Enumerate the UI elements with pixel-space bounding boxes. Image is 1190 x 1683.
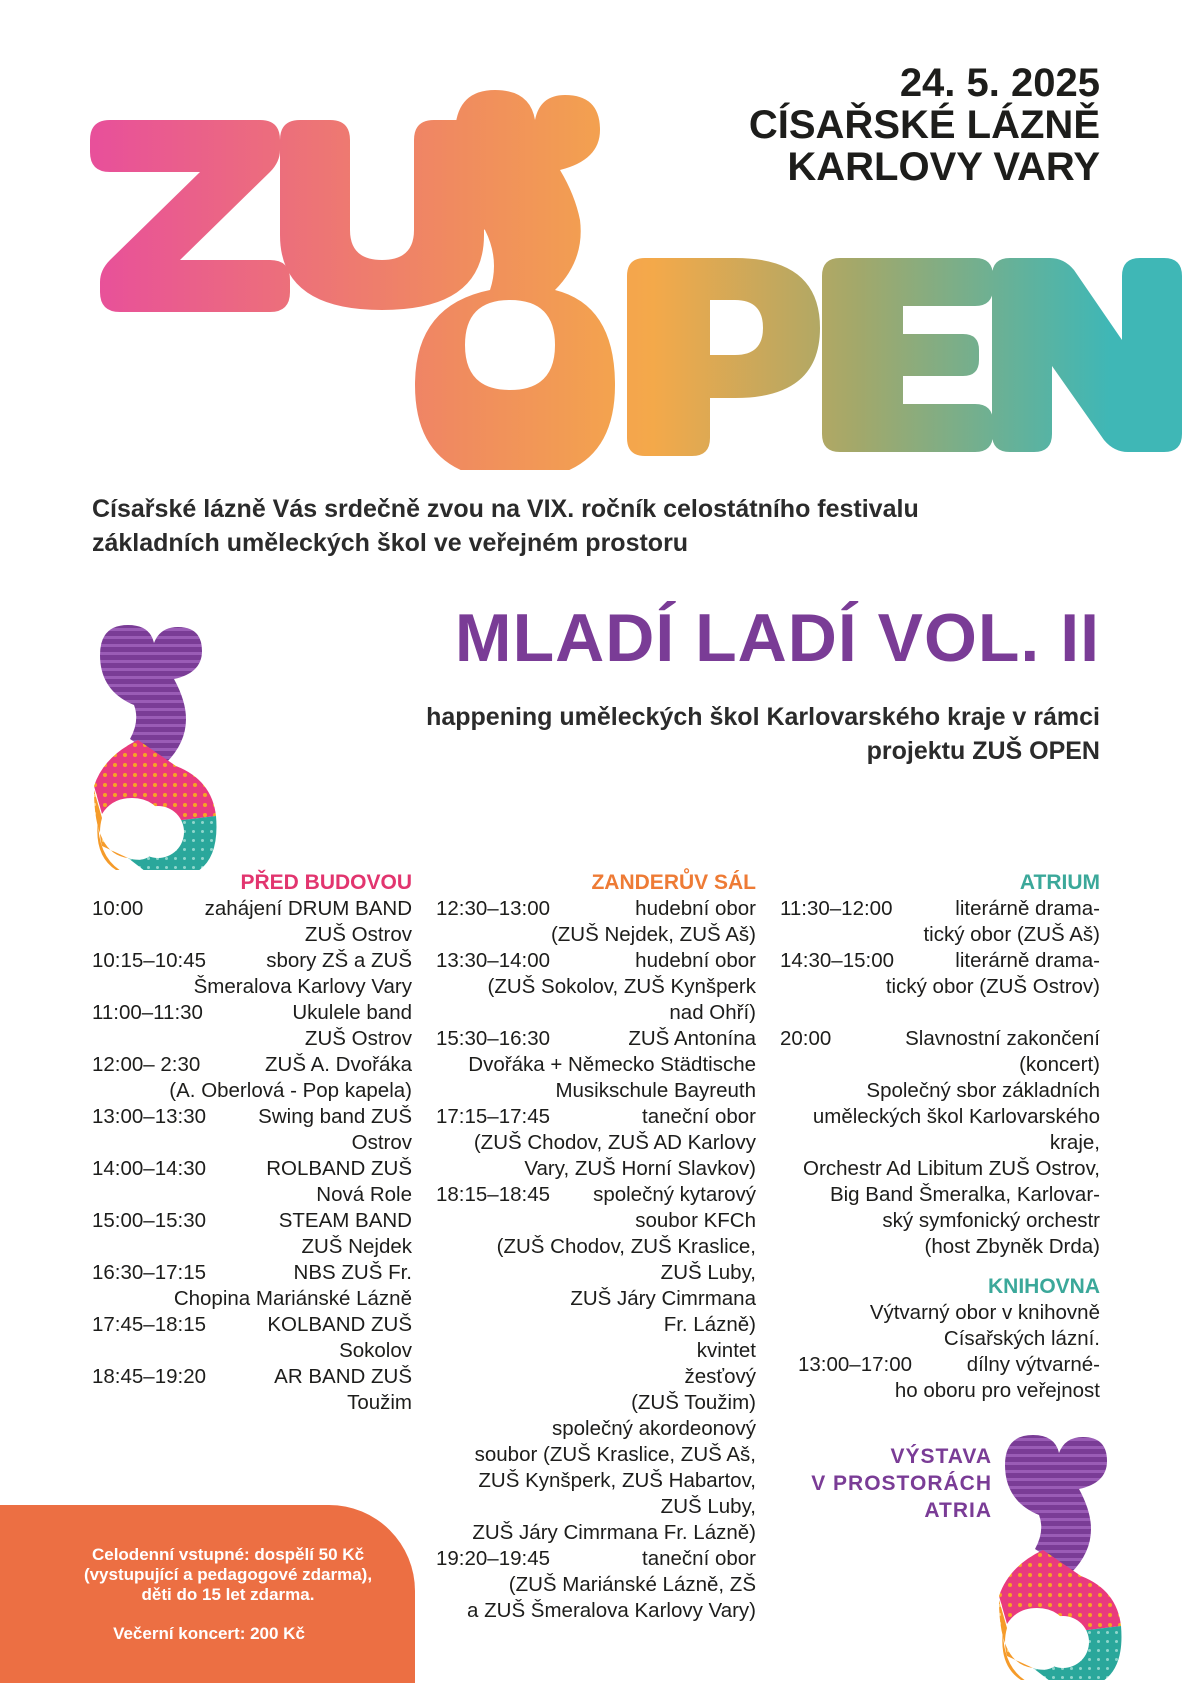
zanderuv-sal-desc: žesťový [684, 1365, 756, 1388]
pred-budovou-time: 11:00–11:30 [92, 1001, 203, 1024]
pred-budovou-desc: AR BAND ZUŠ [274, 1365, 412, 1388]
atrium-entry [780, 896, 1100, 922]
heading-zanderuv-sal: ZANDERŮV SÁL [591, 871, 756, 894]
zanderuv-sal-desc: hudební obor [635, 949, 756, 972]
pred-budovou-time: 18:45–19:20 [92, 1365, 207, 1388]
column-zanderuv-sal [436, 870, 756, 1624]
pred-budovou-entry [92, 1312, 412, 1338]
atrium-desc: tický obor (ZUŠ Aš) [923, 923, 1100, 946]
knihovna-desc-1: dílny výtvarné- [966, 1353, 1100, 1376]
s-hacek-graphic-left [90, 620, 230, 870]
pred-budovou-desc: Toužim [347, 1391, 412, 1414]
zanderuv-sal-entry [436, 1104, 756, 1130]
atrium-final-desc: Orchestr Ad Libitum ZUŠ Ostrov, [803, 1157, 1100, 1180]
pred-budovou-desc: (A. Oberlová - Pop kapela) [169, 1079, 412, 1102]
atrium-final-time: 20:00 [780, 1027, 832, 1050]
schedule-pred-budovou [92, 896, 412, 1416]
event-subtitle [320, 700, 1100, 768]
pred-budovou-desc: Chopina Mariánské Lázně [173, 1287, 412, 1310]
zanderuv-sal-time: 17:15–17:45 [436, 1105, 551, 1128]
zanderuv-sal-time: 19:20–19:45 [436, 1547, 551, 1570]
knihovna-time: 13:00–17:00 [798, 1353, 913, 1376]
logo-letter-u [280, 120, 484, 310]
pred-budovou-desc: Ostrov [351, 1131, 412, 1154]
intro-text [92, 492, 1052, 560]
pred-budovou-desc: sbory ZŠ a ZUŠ [266, 949, 412, 972]
zanderuv-sal-desc: ZUŠ Járy Cimrmana Fr. Lázně) [472, 1521, 756, 1544]
zanderuv-sal-desc: (ZUŠ Sokolov, ZUŠ Kynšperk [487, 975, 756, 998]
zanderuv-sal-desc: Fr. Lázně) [663, 1313, 756, 1336]
zanderuv-sal-time: 15:30–16:30 [436, 1027, 551, 1050]
event-city: KARLOVY VARY [787, 145, 1100, 189]
pred-budovou-desc: KOLBAND ZUŠ [267, 1313, 412, 1336]
pred-budovou-desc: ZUŠ Ostrov [304, 923, 412, 946]
admission-line-2: (vystupující a pedagogové zdarma), [83, 1565, 373, 1584]
evening-concert-price: Večerní koncert: 200 Kč [113, 1624, 305, 1643]
atrium-final-desc: ský symfonický orchestr [882, 1209, 1100, 1232]
column-pred-budovou [92, 870, 412, 1416]
pred-budovou-desc: zahájení DRUM BAND [204, 897, 412, 920]
heading-atrium: ATRIUM [1019, 871, 1100, 894]
knihovna-line-2: Císařských lázní. [943, 1327, 1100, 1350]
pred-budovou-entry [92, 896, 412, 922]
zanderuv-sal-entry [436, 1182, 756, 1208]
pred-budovou-time: 12:00– 2:30 [92, 1053, 201, 1076]
pred-budovou-time: 17:45–18:15 [92, 1313, 207, 1336]
pred-budovou-desc: Sokolov [339, 1339, 412, 1362]
pred-budovou-time: 16:30–17:15 [92, 1261, 207, 1284]
atrium-final-desc: (host Zbyněk Drda) [924, 1235, 1100, 1258]
pred-budovou-desc: Ukulele band [292, 1001, 412, 1024]
pred-budovou-entry [92, 1208, 412, 1234]
subtitle-line-2: projektu ZUŠ OPEN [866, 737, 1100, 765]
zanderuv-sal-desc: ZUŠ Luby, [660, 1495, 756, 1518]
admission-info [38, 1545, 418, 1605]
admission-line-1: Celodenní vstupné: dospělí 50 Kč [91, 1545, 365, 1564]
zanderuv-sal-desc: taneční obor [642, 1547, 756, 1570]
column-atrium [780, 870, 1100, 1404]
zanderuv-sal-desc: Dvořáka + Německo Städtische [468, 1053, 756, 1076]
event-title: MLADÍ LADÍ VOL. II [454, 600, 1100, 676]
knihovna-entry [780, 1352, 1100, 1378]
atrium-final-desc: Společný sbor základních [866, 1079, 1100, 1102]
zanderuv-sal-entry [436, 1026, 756, 1052]
pred-budovou-desc: ZUŠ Nejdek [301, 1235, 412, 1258]
pred-budovou-entry [92, 1000, 412, 1026]
zanderuv-sal-desc: a ZUŠ Šmeralova Karlovy Vary) [467, 1599, 756, 1622]
logo-letter-e [822, 258, 993, 452]
pred-budovou-entry [92, 1156, 412, 1182]
atrium-desc: tický obor (ZUŠ Ostrov) [885, 975, 1100, 998]
pred-budovou-desc: ROLBAND ZUŠ [266, 1157, 412, 1180]
vystava-line-1: VÝSTAVA [890, 1445, 992, 1468]
pred-budovou-time: 10:15–10:45 [92, 949, 207, 972]
zanderuv-sal-entry [436, 896, 756, 922]
logo-letter-n [992, 258, 1182, 452]
pred-budovou-time: 10:00 [92, 897, 144, 920]
pred-budovou-desc: NBS ZUŠ Fr. [293, 1261, 412, 1284]
vystava-line-2: V PROSTORÁCH [811, 1472, 992, 1495]
pred-budovou-time: 13:00–13:30 [92, 1105, 207, 1128]
zanderuv-sal-desc: hudební obor [635, 897, 756, 920]
pred-budovou-time: 14:00–14:30 [92, 1157, 207, 1180]
pred-budovou-desc: Swing band ZUŠ [258, 1105, 412, 1128]
atrium-final-desc: Slavnostní zakončení [905, 1027, 1100, 1050]
zanderuv-sal-desc: ZUŠ Luby, [660, 1261, 756, 1284]
admission-line-3: děti do 15 let zdarma. [141, 1585, 315, 1604]
atrium-time: 14:30–15:00 [780, 949, 895, 972]
pred-budovou-entry [92, 948, 412, 974]
atrium-final-entry [780, 1026, 1100, 1052]
logo-letter-p [627, 258, 820, 456]
zanderuv-sal-desc: (ZUŠ Nejdek, ZUŠ Aš) [550, 923, 756, 946]
zanderuv-sal-desc: (ZUŠ Toužim) [631, 1391, 756, 1414]
pred-budovou-desc: STEAM BAND [278, 1209, 412, 1232]
zanderuv-sal-time: 18:15–18:45 [436, 1183, 551, 1206]
pred-budovou-desc: ZUŠ Ostrov [304, 1027, 412, 1050]
zanderuv-sal-desc: ZUŠ Kynšperk, ZUŠ Habartov, [478, 1469, 756, 1492]
zanderuv-sal-entry [436, 1546, 756, 1572]
atrium-final-desc: Big Band Šmeralka, Karlovar- [829, 1183, 1100, 1206]
schedule-atrium [780, 896, 1100, 1000]
vystava-label [770, 1443, 992, 1524]
zanderuv-sal-time: 12:30–13:00 [436, 897, 551, 920]
pred-budovou-desc: Šmeralova Karlovy Vary [193, 975, 412, 998]
pred-budovou-entry [92, 1260, 412, 1286]
pred-budovou-time: 15:00–15:30 [92, 1209, 207, 1232]
atrium-final-desc: uměleckých škol Karlovarského [812, 1105, 1100, 1128]
pred-budovou-desc: ZUŠ A. Dvořáka [265, 1053, 412, 1076]
zanderuv-sal-desc: kvintet [696, 1339, 756, 1362]
schedule-zanderuv-sal [436, 896, 756, 1624]
pred-budovou-entry [92, 1104, 412, 1130]
atrium-final-desc: kraje, [1049, 1131, 1100, 1154]
pred-budovou-entry [92, 1364, 412, 1390]
atrium-final-desc: (koncert) [1019, 1053, 1100, 1076]
zanderuv-sal-desc: ZUŠ Járy Cimrmana [570, 1287, 756, 1310]
admission-box [0, 1505, 415, 1683]
zanderuv-sal-desc: taneční obor [642, 1105, 756, 1128]
zanderuv-sal-desc: společný akordeonový [552, 1417, 756, 1440]
atrium-entry [780, 948, 1100, 974]
zanderuv-sal-desc: Musikschule Bayreuth [555, 1079, 756, 1102]
zanderuv-sal-time: 13:30–14:00 [436, 949, 551, 972]
subtitle-line-1: happening uměleckých škol Karlovarského kraje v rámci [426, 703, 1100, 731]
pred-budovou-entry [92, 1052, 412, 1078]
zanderuv-sal-desc: (ZUŠ Mariánské Lázně, ZŠ [508, 1573, 756, 1596]
zanderuv-sal-desc: Vary, ZUŠ Horní Slavkov) [524, 1157, 756, 1180]
event-venue: CÍSAŘSKÉ LÁZNĚ [748, 103, 1100, 147]
event-header [749, 62, 1100, 188]
zanderuv-sal-desc: soubor (ZUŠ Kraslice, ZUŠ Aš, [474, 1443, 756, 1466]
schedule-atrium-final [780, 1026, 1100, 1260]
zanderuv-sal-desc: ZUŠ Antonína [628, 1027, 756, 1050]
zanderuv-sal-entry [436, 948, 756, 974]
zanderuv-sal-desc: soubor KFCh [635, 1209, 756, 1232]
intro-line-1: Císařské lázně Vás srdečně zvou na VIX. ročník celostátního festivalu [92, 495, 919, 523]
atrium-desc: literárně drama- [955, 897, 1100, 920]
logo-letter-z [90, 120, 290, 312]
zanderuv-sal-desc: (ZUŠ Chodov, ZUŠ AD Karlovy [473, 1131, 756, 1154]
zanderuv-sal-desc: (ZUŠ Chodov, ZUŠ Kraslice, [496, 1235, 756, 1258]
atrium-time: 11:30–12:00 [780, 897, 893, 920]
heading-pred-budovou: PŘED BUDOVOU [240, 871, 412, 894]
atrium-desc: literárně drama- [955, 949, 1100, 972]
intro-line-2: základních uměleckých škol ve veřejném prostoru [92, 529, 689, 557]
heading-knihovna: KNIHOVNA [987, 1275, 1100, 1298]
zanderuv-sal-desc: společný kytarový [593, 1183, 756, 1206]
pred-budovou-desc: Nová Role [316, 1183, 412, 1206]
event-date: 24. 5. 2025 [899, 61, 1100, 105]
s-hacek-graphic-right [995, 1430, 1135, 1680]
zanderuv-sal-desc: nad Ohří) [669, 1001, 756, 1024]
vystava-line-3: ATRIA [924, 1499, 992, 1522]
knihovna-line-1: Výtvarný obor v knihovně [869, 1301, 1100, 1324]
knihovna-desc-2: ho oboru pro veřejnost [894, 1379, 1100, 1402]
